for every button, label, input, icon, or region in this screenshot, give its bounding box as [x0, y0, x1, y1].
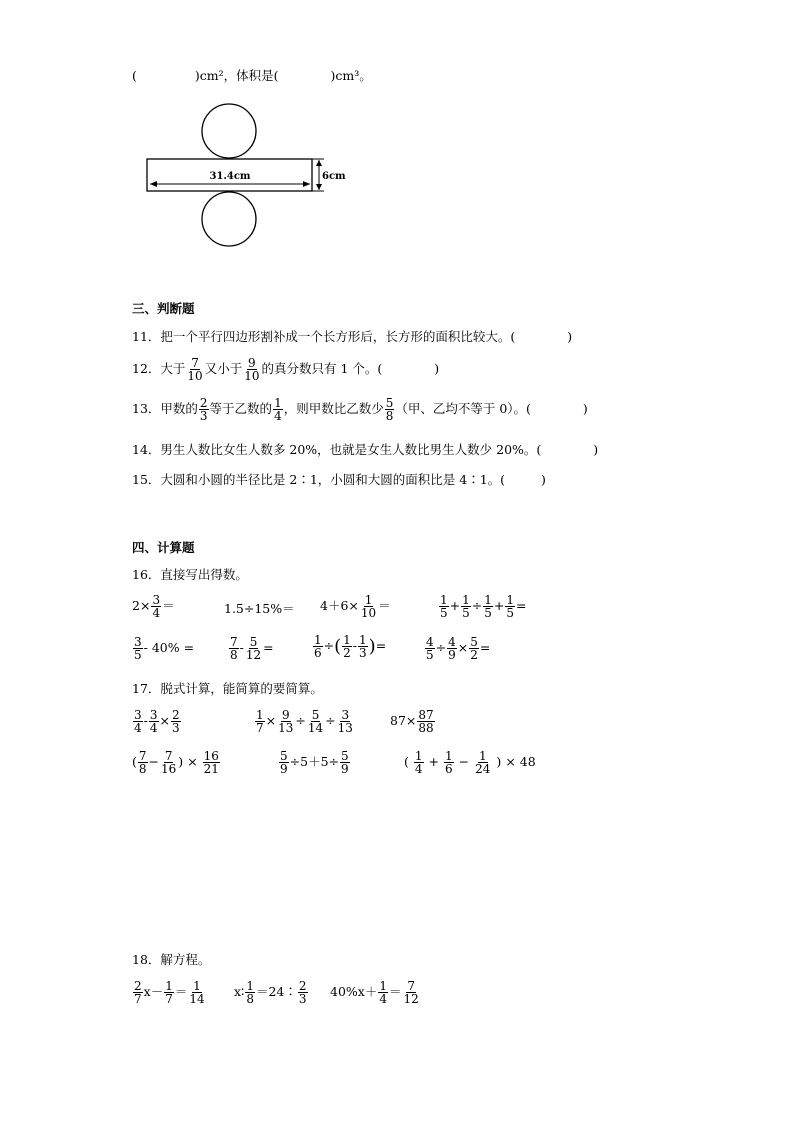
fraction	[149, 709, 159, 734]
numerator: 1	[256, 708, 264, 722]
math-token: =	[263, 640, 274, 656]
denominator: 3	[298, 992, 307, 1006]
fraction	[203, 750, 220, 775]
q18-equation-a	[132, 980, 207, 1005]
math-token: =	[516, 598, 527, 614]
math-token: )	[496, 754, 502, 770]
denominator: 8	[138, 762, 147, 776]
denominator: 3	[359, 646, 367, 660]
numerator: 7	[230, 635, 238, 649]
math-token: 4＋6×	[320, 598, 359, 614]
denominator: 88	[418, 721, 434, 735]
fraction	[337, 709, 354, 734]
denominator: 10	[244, 369, 260, 383]
numerator: 4	[448, 635, 456, 649]
fraction	[313, 634, 323, 659]
numerator: 1	[364, 593, 373, 607]
fraction	[138, 750, 148, 775]
numerator: 1	[379, 979, 387, 993]
numerator: 3	[341, 708, 350, 722]
q17-item-f	[404, 750, 536, 775]
numerator: 1	[274, 396, 282, 410]
question-15: 15．大圆和小圆的半径比是 2∶1，小圆和大圆的面积比是 4∶1。( )	[132, 472, 546, 487]
fraction	[199, 397, 209, 422]
bottom-circle	[202, 192, 256, 246]
numerator: 2	[172, 708, 180, 722]
math-token: 2×	[132, 598, 151, 614]
denominator: 5	[484, 606, 492, 620]
denominator: 2	[343, 646, 351, 660]
denominator: 5	[426, 648, 434, 662]
question-12	[132, 357, 439, 382]
question-13	[132, 397, 588, 422]
fraction	[360, 594, 377, 619]
fraction	[340, 750, 350, 775]
math-token: (	[132, 754, 137, 770]
numerator: 1	[478, 749, 487, 763]
fraction	[439, 594, 449, 619]
denominator: 10	[360, 606, 377, 620]
width-label: 31.4cm	[209, 171, 251, 182]
q18-equation-b	[234, 980, 309, 1005]
numerator: 1	[440, 593, 448, 607]
math-token: ÷	[325, 713, 336, 729]
question-14: 14．男生人数比女生人数多 20%，也就是女生人数比男生人数少 20%。( )	[132, 442, 599, 457]
fraction	[461, 594, 471, 619]
denominator: 21	[203, 762, 219, 776]
fraction	[342, 634, 352, 659]
numerator: 3	[149, 708, 158, 722]
denominator: 4	[149, 721, 158, 735]
q17-item-b	[254, 709, 355, 734]
denominator: 4	[134, 721, 142, 735]
fraction	[277, 709, 294, 734]
math-token: 1.5÷15%＝	[224, 601, 295, 616]
fraction	[243, 357, 260, 382]
numerator: 4	[426, 635, 434, 649]
denominator: 7	[256, 721, 264, 735]
math-token: (	[334, 635, 342, 657]
numerator: 16	[203, 749, 219, 763]
q16-item-e	[132, 636, 194, 661]
numerator: 7	[164, 749, 173, 763]
question-11: 11．把一个平行四边形割补成一个长方形后，长方形的面积比较大。( )	[132, 329, 573, 344]
math-token: ，则甲数比乙数少	[283, 401, 384, 417]
denominator: 13	[278, 721, 294, 735]
denominator: 8	[385, 409, 394, 423]
fraction	[417, 709, 434, 734]
math-token: =	[479, 640, 491, 656]
fraction	[483, 594, 493, 619]
fraction	[255, 709, 265, 734]
fraction	[403, 980, 420, 1005]
denominator: 4	[274, 409, 282, 423]
numerator: 2	[199, 396, 208, 410]
q16-item-b	[224, 603, 295, 616]
math-token: +	[428, 754, 440, 770]
fraction	[160, 750, 177, 775]
math-token: 87×	[390, 713, 417, 729]
numerator: 9	[248, 356, 256, 370]
denominator: 8	[246, 992, 254, 1006]
math-token: ×	[265, 713, 277, 729]
section-4-title: 四、计算题	[132, 540, 195, 555]
denominator: 5	[134, 648, 142, 662]
numerator: 3	[134, 635, 142, 649]
fraction	[171, 709, 181, 734]
math-token: )	[582, 401, 588, 417]
math-token: -	[239, 640, 244, 656]
q16-item-h	[424, 636, 490, 661]
numerator: 1	[246, 979, 254, 993]
math-token: - 40% =	[143, 640, 195, 656]
denominator: 4	[414, 762, 423, 776]
math-token: x－	[143, 984, 164, 1000]
volume-blank-close: )cm³。	[330, 68, 372, 83]
section-3-title: 三、判断题	[132, 301, 195, 316]
numerator: 2	[134, 979, 142, 993]
numerator: 5	[385, 396, 394, 410]
q17-item-e	[278, 750, 351, 775]
denominator: 3	[199, 409, 208, 423]
fraction	[378, 980, 388, 1005]
numerator: 1	[484, 593, 492, 607]
math-token: ÷	[471, 598, 483, 614]
question-16-title: 16．直接写出得数。	[132, 567, 248, 582]
math-token: × 48	[505, 754, 536, 770]
numerator: 1	[314, 633, 322, 647]
fraction	[133, 636, 143, 661]
top-circle	[202, 104, 256, 158]
denominator: 4	[152, 606, 161, 620]
math-token: ÷	[323, 638, 335, 654]
q16-item-c	[320, 594, 391, 619]
question-17-title: 17．脱式计算，能简算的要简算。	[132, 681, 323, 696]
denominator: 5	[440, 606, 448, 620]
area-blank-close: )cm²，体积是(	[194, 68, 279, 83]
math-token: 等于乙数的	[209, 401, 273, 417]
denominator: 9	[448, 648, 456, 662]
denominator: 10	[187, 369, 203, 383]
math-token: )	[434, 361, 440, 377]
math-token: （甲、乙均不等于 0）。(	[395, 401, 531, 417]
q17-item-d	[132, 750, 221, 775]
denominator: 9	[341, 762, 349, 776]
fraction	[188, 980, 205, 1005]
math-token: )	[368, 635, 376, 657]
fraction	[133, 709, 143, 734]
numerator: 5	[311, 708, 320, 722]
numerator: 5	[470, 635, 478, 649]
math-token: ÷	[435, 640, 447, 656]
fraction	[164, 980, 174, 1005]
math-token: -	[143, 713, 148, 729]
numerator: 3	[152, 593, 161, 607]
q16-item-a	[132, 594, 175, 619]
denominator: 6	[445, 762, 453, 776]
math-token: 又小于	[204, 361, 243, 377]
fraction	[444, 750, 454, 775]
fraction	[414, 750, 424, 775]
denominator: 13	[337, 721, 353, 735]
fraction	[307, 709, 324, 734]
denominator: 5	[462, 606, 470, 620]
q16-item-g	[312, 634, 386, 659]
math-token: ×	[457, 640, 469, 656]
numerator: 7	[138, 749, 147, 763]
numerator: 7	[407, 979, 415, 993]
math-token: ＝	[388, 984, 402, 1000]
denominator: 7	[165, 992, 173, 1006]
math-token: 13．甲数的	[132, 401, 198, 417]
math-token: −	[148, 754, 160, 770]
denominator: 24	[475, 762, 491, 776]
denominator: 16	[161, 762, 177, 776]
math-token: (	[404, 754, 409, 770]
math-token: 的真分数只有 1 个。(	[261, 361, 383, 377]
math-token: −	[458, 754, 470, 770]
denominator: 7	[134, 992, 142, 1006]
paren-open: (	[132, 68, 137, 83]
numerator: 5	[341, 749, 349, 763]
numerator: 5	[280, 749, 288, 763]
math-token: +	[493, 598, 505, 614]
numerator: 1	[506, 593, 515, 607]
q16-item-d	[438, 594, 527, 619]
fraction	[279, 750, 289, 775]
denominator: 14	[307, 721, 324, 735]
math-token: ＝24∶	[255, 984, 297, 1000]
denominator: 3	[172, 721, 180, 735]
q17-item-a	[132, 709, 182, 734]
math-token: +	[449, 598, 461, 614]
denominator: 9	[280, 762, 288, 776]
numerator: 1	[414, 749, 423, 763]
denominator: 4	[379, 992, 387, 1006]
math-token: ÷5＋5÷	[289, 754, 339, 770]
denominator: 12	[245, 648, 262, 662]
q18-equation-c	[330, 980, 421, 1005]
math-token: ＝	[378, 598, 391, 614]
numerator: 9	[281, 708, 290, 722]
math-token: ÷	[295, 713, 306, 729]
q10-tail-line	[132, 70, 372, 83]
fraction	[358, 634, 368, 659]
math-token: )	[178, 754, 184, 770]
fraction	[298, 980, 308, 1005]
math-token: x∶	[234, 984, 245, 1000]
fraction	[425, 636, 435, 661]
numerator: 5	[249, 635, 258, 649]
numerator: 1	[359, 633, 367, 647]
fraction	[385, 397, 395, 422]
fraction	[474, 750, 491, 775]
question-18-title: 18．解方程。	[132, 952, 211, 967]
denominator: 5	[506, 606, 515, 620]
fraction	[245, 980, 255, 1005]
denominator: 8	[230, 648, 238, 662]
fraction	[229, 636, 239, 661]
math-token: 12．大于	[132, 361, 186, 377]
fraction	[186, 357, 203, 382]
numerator: 1	[445, 749, 453, 763]
math-token: ×	[159, 713, 170, 729]
numerator: 7	[191, 356, 199, 370]
fraction	[245, 636, 262, 661]
denominator: 6	[314, 646, 322, 660]
math-token: =	[375, 638, 387, 654]
fraction	[151, 594, 161, 619]
denominator: 12	[403, 992, 419, 1006]
fraction	[505, 594, 515, 619]
math-token: 40%x＋	[330, 984, 378, 1000]
math-token: -	[352, 638, 358, 654]
math-token: ×	[187, 754, 198, 770]
math-token: ＝	[174, 984, 188, 1000]
math-token: ＝	[162, 598, 175, 614]
numerator: 1	[193, 979, 201, 993]
fraction	[273, 397, 283, 422]
numerator: 1	[165, 979, 173, 993]
fraction	[133, 980, 143, 1005]
denominator: 14	[189, 992, 205, 1006]
numerator: 3	[134, 708, 142, 722]
numerator: 2	[298, 979, 307, 993]
numerator: 87	[418, 708, 434, 722]
cylinder-net-figure	[140, 100, 360, 250]
q17-item-c	[390, 709, 436, 734]
numerator: 1	[462, 593, 470, 607]
q16-item-f	[228, 636, 274, 661]
numerator: 1	[343, 633, 351, 647]
fraction	[447, 636, 457, 661]
height-label: 6cm	[322, 171, 346, 182]
fraction	[469, 636, 479, 661]
denominator: 2	[470, 648, 478, 662]
